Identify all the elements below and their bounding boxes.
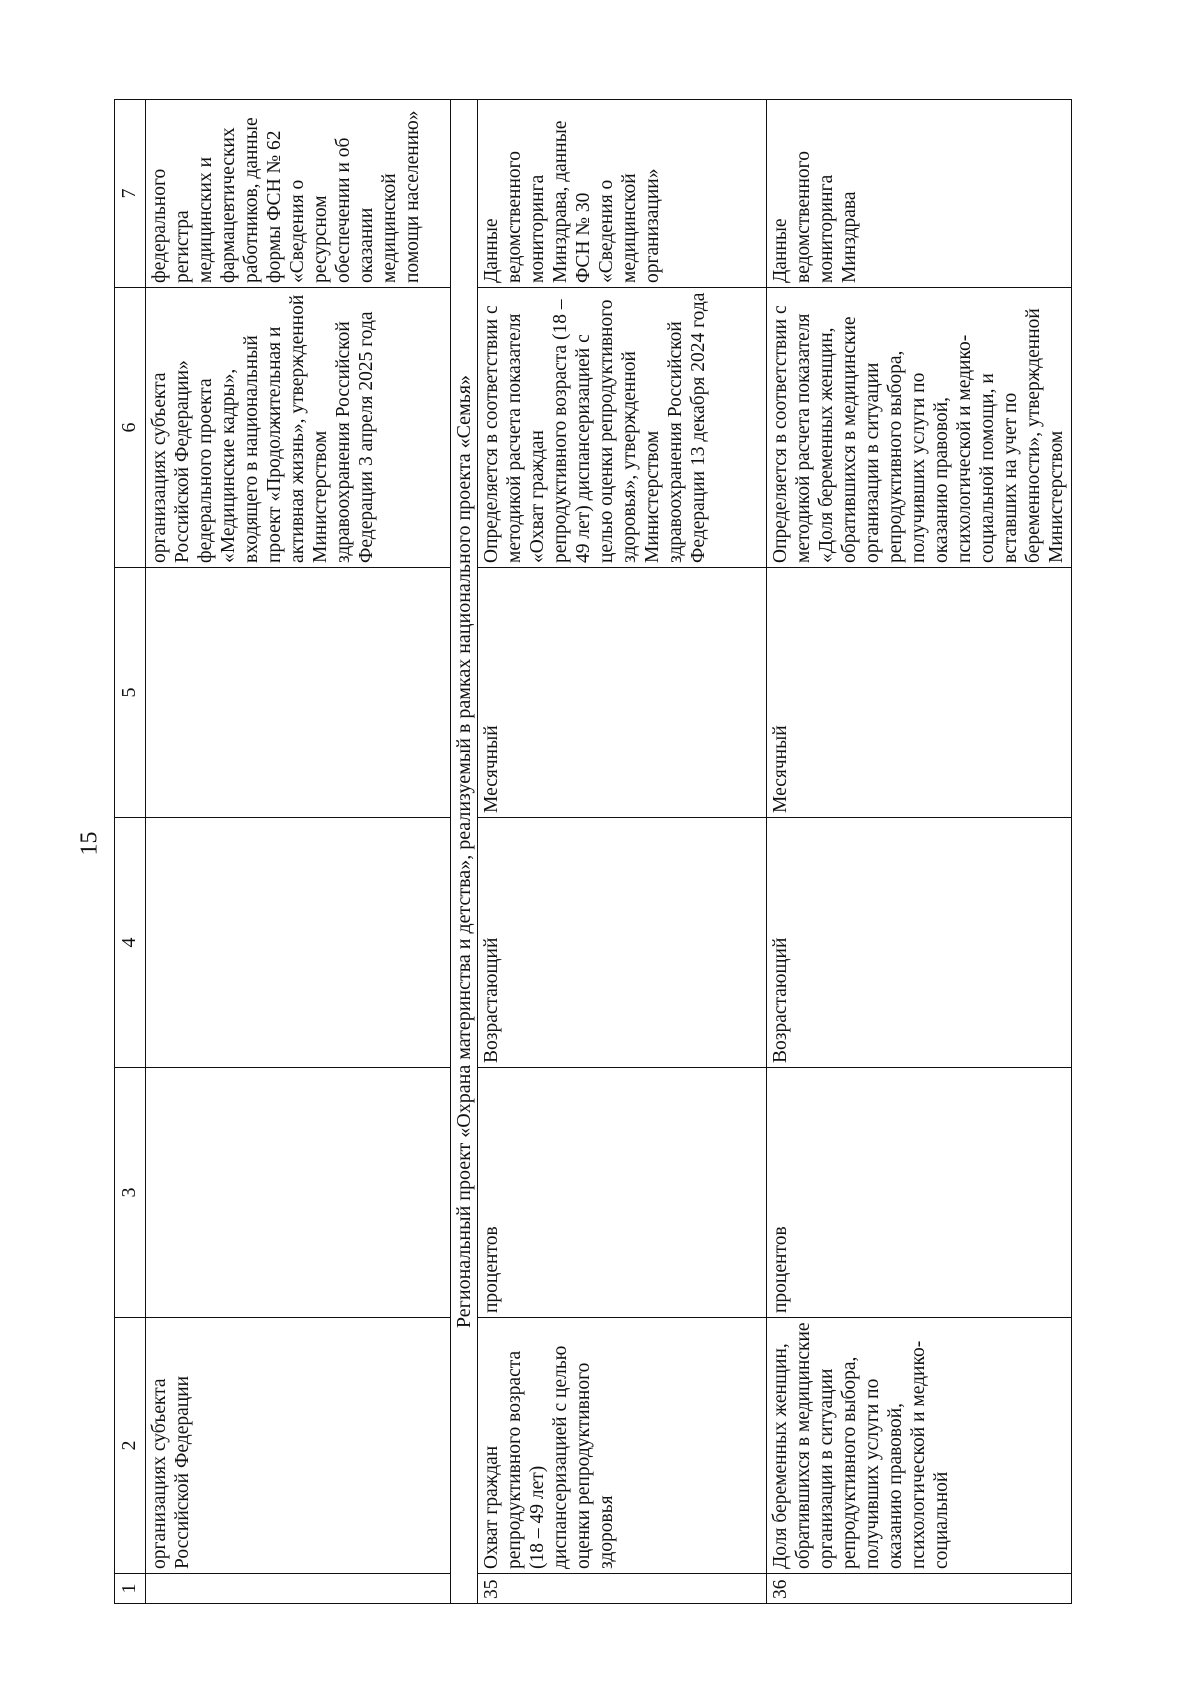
header-cell: 6 — [115, 288, 146, 568]
header-cell: 3 — [115, 1068, 146, 1318]
table-header-row — [115, 100, 146, 1604]
page-number: 15 — [76, 831, 103, 856]
header-cell: 7 — [115, 100, 146, 288]
header-cell: 1 — [115, 1574, 146, 1604]
dynamics-cell: Возрастающий — [767, 818, 1072, 1068]
dynamics-cell: Возрастающий — [478, 818, 767, 1068]
table-row — [146, 100, 451, 1604]
unit-cell — [146, 1068, 451, 1318]
header-cell: 2 — [115, 1318, 146, 1574]
section-title: Региональный проект «Охрана материнства и детства», реализуемый в рамках национального проекта «Семья» — [451, 100, 478, 1604]
rotated-table-container — [114, 100, 1114, 1604]
row-number-cell — [146, 1574, 451, 1604]
indicator-name-cell: организациях субъекта Российской Федерации — [146, 1318, 451, 1574]
unit-cell: процентов — [478, 1068, 767, 1318]
table-row — [767, 100, 1072, 1604]
unit-cell: процентов — [767, 1068, 1072, 1318]
section-row — [451, 100, 478, 1604]
source-cell: Данные ведомственного мониторинга Минздрава — [767, 100, 1072, 288]
source-cell: Данные ведомственного мониторинга Минздрава, данные ФСН № 30 «Сведения о медицинской организации» — [478, 100, 767, 288]
periodicity-cell — [146, 568, 451, 818]
indicator-table — [114, 99, 1072, 1604]
header-cell: 4 — [115, 818, 146, 1068]
row-number-cell: 35 — [478, 1574, 767, 1604]
table-row — [478, 100, 767, 1604]
method-cell: организациях субъекта Российской Федерации» федерального проекта «Медицинские кадры», входящего в национальный проект «Продолжительная и активная жизнь», утвержденной Министерством здравоохранения Российской Федерации 3 апреля 2025 года — [146, 288, 451, 568]
source-cell: федерального регистра медицинских и фармацевтических работников, данные формы ФСН № 62 «Сведения о ресурсном обеспечении и об оказании медицинской помощи населению» — [146, 100, 451, 288]
indicator-name-cell: Охват граждан репродуктивного возраста (18 – 49 лет) диспансеризацией с целью оценки репродуктивного здоровья — [478, 1318, 767, 1574]
header-cell: 5 — [115, 568, 146, 818]
indicator-name-cell: Доля беременных женщин, обратившихся в медицинские организации в ситуации репродуктивного выбора, получивших услуги по оказанию правовой, психологической и медико-социальной — [767, 1318, 1072, 1574]
periodicity-cell: Месячный — [478, 568, 767, 818]
row-number-cell: 36 — [767, 1574, 1072, 1604]
method-cell: Определяется в соответствии с методикой расчета показателя «Доля беременных женщин, обратившихся в медицинские организации в ситуации репродуктивного выбора, получивших услуги по оказанию правовой, психологической и медико-социальной помощи, и вставших на учет по беременности», утвержденной Министерством — [767, 288, 1072, 568]
method-cell: Определяется в соответствии с методикой расчета показателя «Охват граждан репродуктивного возраста (18 – 49 лет) диспансеризацией с целью оценки репродуктивного здоровья», утвержденной Министерством здравоохранения Российской Федерации 13 декабря 2024 года — [478, 288, 767, 568]
periodicity-cell: Месячный — [767, 568, 1072, 818]
dynamics-cell — [146, 818, 451, 1068]
